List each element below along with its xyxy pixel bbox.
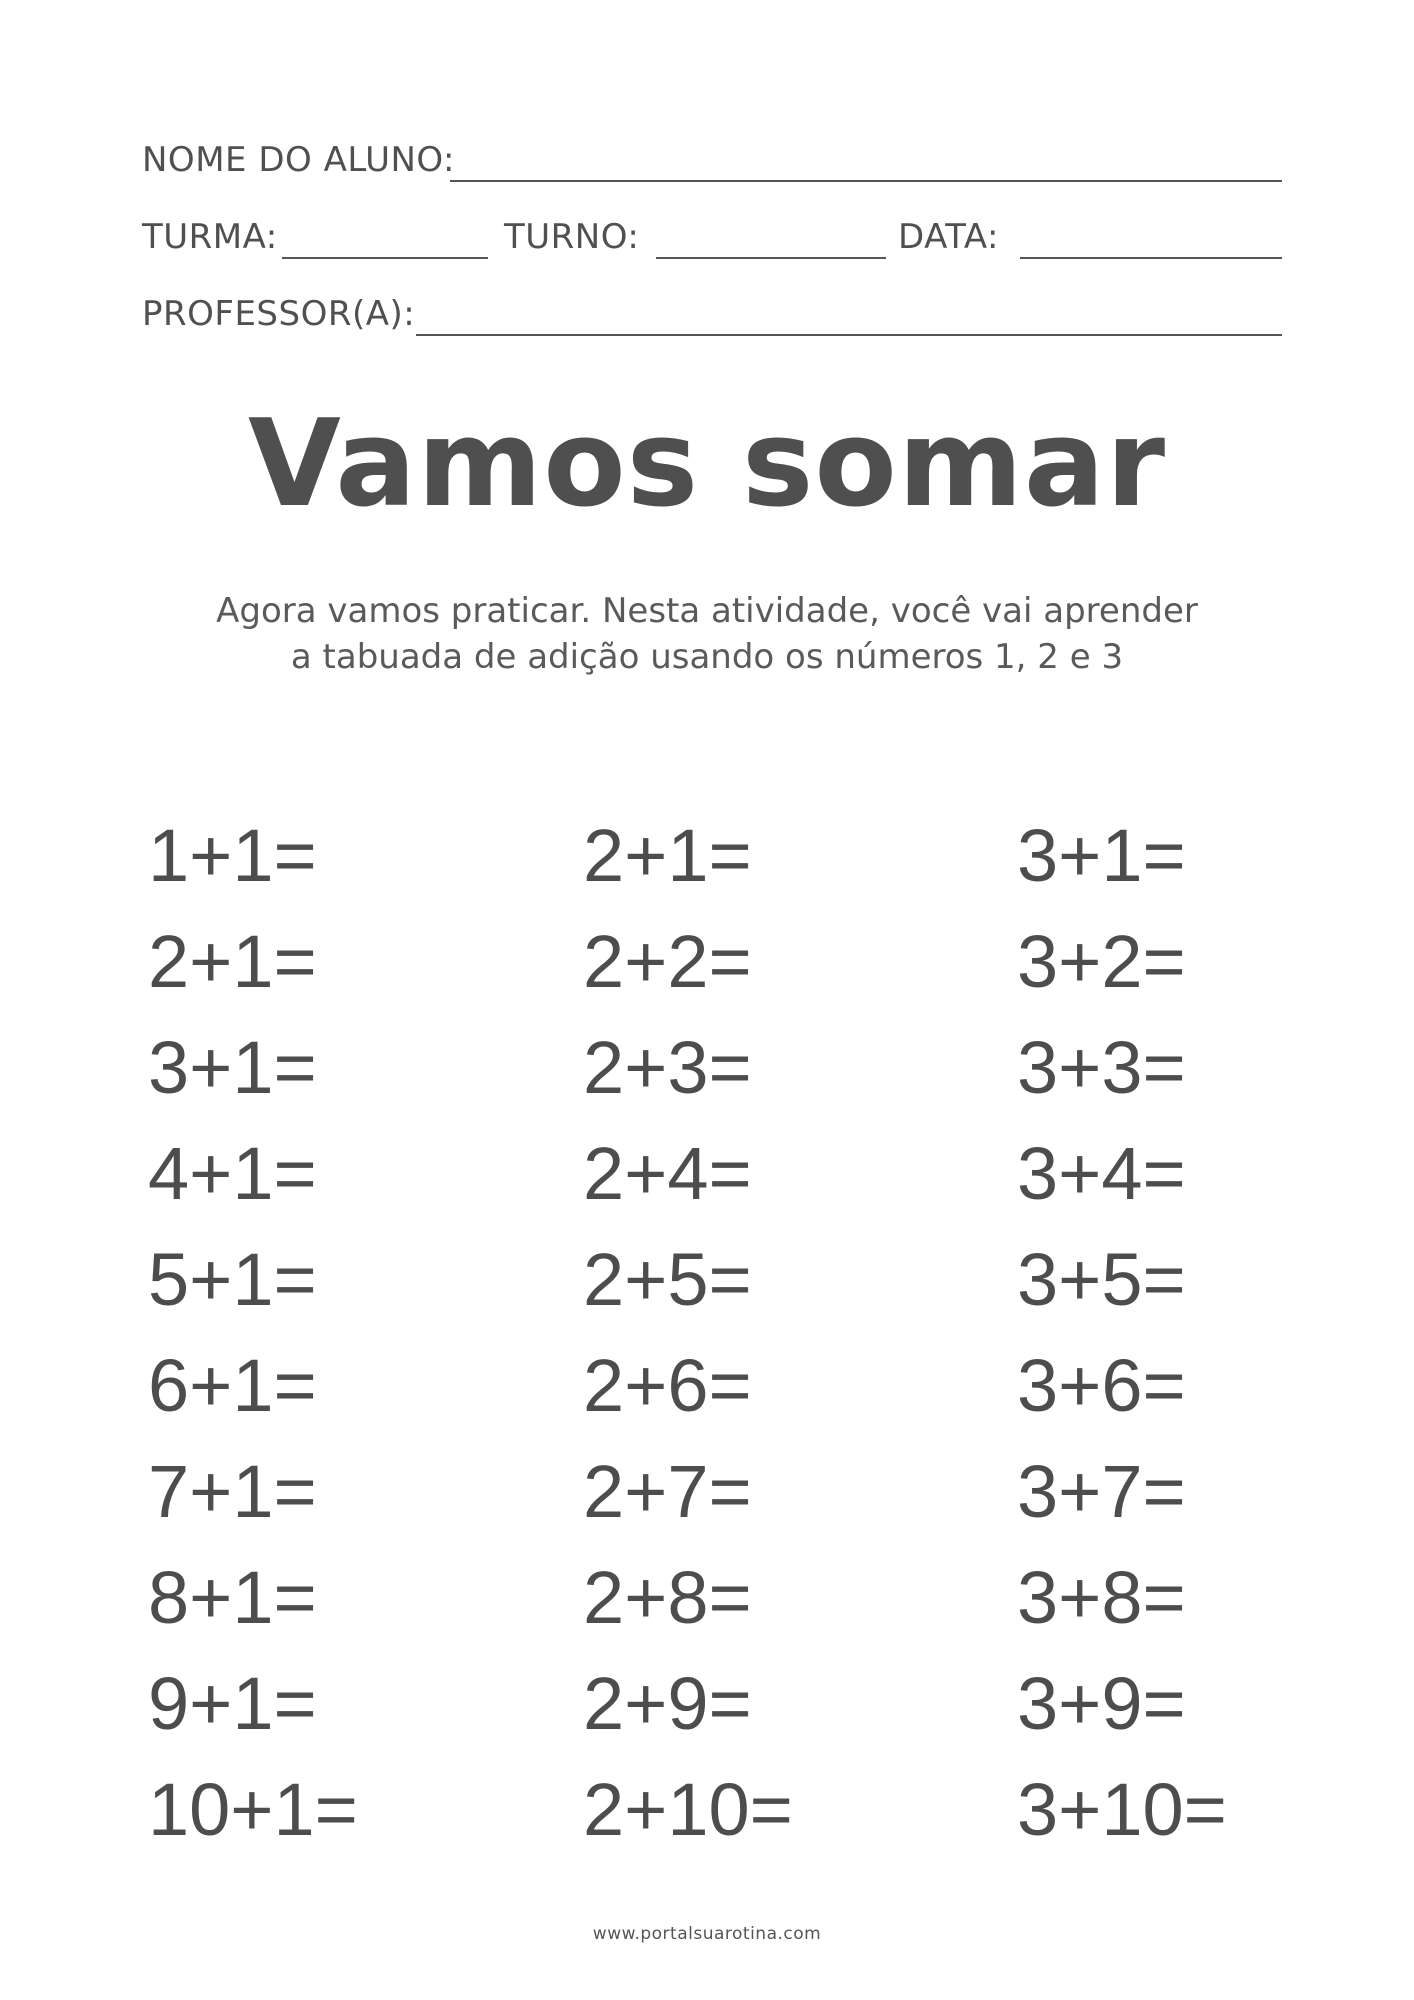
page-title: Vamos somar xyxy=(247,395,1167,534)
shift-label: TURNO: xyxy=(504,217,640,257)
teacher-field[interactable] xyxy=(416,334,1282,336)
equation: 2+5= xyxy=(583,1238,752,1321)
equation: 2+10= xyxy=(583,1768,793,1851)
equation: 2+6= xyxy=(583,1344,752,1427)
equation: 3+3= xyxy=(1017,1026,1186,1109)
equation: 5+1= xyxy=(148,1238,317,1321)
teacher-label: PROFESSOR(A): xyxy=(142,294,416,334)
equation: 2+1= xyxy=(583,814,752,897)
equation: 6+1= xyxy=(148,1344,317,1427)
equation: 7+1= xyxy=(148,1450,317,1533)
equation: 2+2= xyxy=(583,920,752,1003)
equation: 2+4= xyxy=(583,1132,752,1215)
shift-field[interactable] xyxy=(656,257,886,259)
equation: 3+5= xyxy=(1017,1238,1186,1321)
teacher-row xyxy=(142,294,1282,338)
equations-column-3 xyxy=(1017,803,1377,1863)
equation: 1+1= xyxy=(148,814,317,897)
equation: 3+7= xyxy=(1017,1450,1186,1533)
equation: 4+1= xyxy=(148,1132,317,1215)
equation: 2+9= xyxy=(583,1662,752,1745)
equation: 3+10= xyxy=(1017,1768,1227,1851)
equation: 2+8= xyxy=(583,1556,752,1639)
equation: 3+8= xyxy=(1017,1556,1186,1639)
class-field[interactable] xyxy=(282,257,488,259)
class-shift-date-row xyxy=(142,217,1282,261)
equation: 2+3= xyxy=(583,1026,752,1109)
equation: 3+9= xyxy=(1017,1662,1186,1745)
equations-column-1 xyxy=(148,803,508,1863)
equation: 3+1= xyxy=(1017,814,1186,897)
date-label: DATA: xyxy=(898,217,999,257)
instructions xyxy=(140,588,1274,680)
equation: 3+2= xyxy=(1017,920,1186,1003)
student-name-row xyxy=(142,140,1282,184)
footer-website: www.portalsuarotina.com xyxy=(592,1924,822,1944)
equation: 8+1= xyxy=(148,1556,317,1639)
equation: 2+7= xyxy=(583,1450,752,1533)
equations-column-2 xyxy=(583,803,943,1863)
instructions-line-2: a tabuada de adição usando os números 1, 2 e 3 xyxy=(290,637,1124,677)
class-label: TURMA: xyxy=(142,217,278,257)
date-field[interactable] xyxy=(1020,257,1282,259)
equation: 10+1= xyxy=(148,1768,358,1851)
equation: 2+1= xyxy=(148,920,317,1003)
instructions-line-1: Agora vamos praticar. Nesta atividade, você vai aprender xyxy=(216,591,1198,631)
equation: 3+1= xyxy=(148,1026,317,1109)
student-name-field[interactable] xyxy=(450,180,1282,182)
equation: 3+4= xyxy=(1017,1132,1186,1215)
student-name-label: NOME DO ALUNO: xyxy=(142,140,456,180)
equation: 9+1= xyxy=(148,1662,317,1745)
equation: 3+6= xyxy=(1017,1344,1186,1427)
